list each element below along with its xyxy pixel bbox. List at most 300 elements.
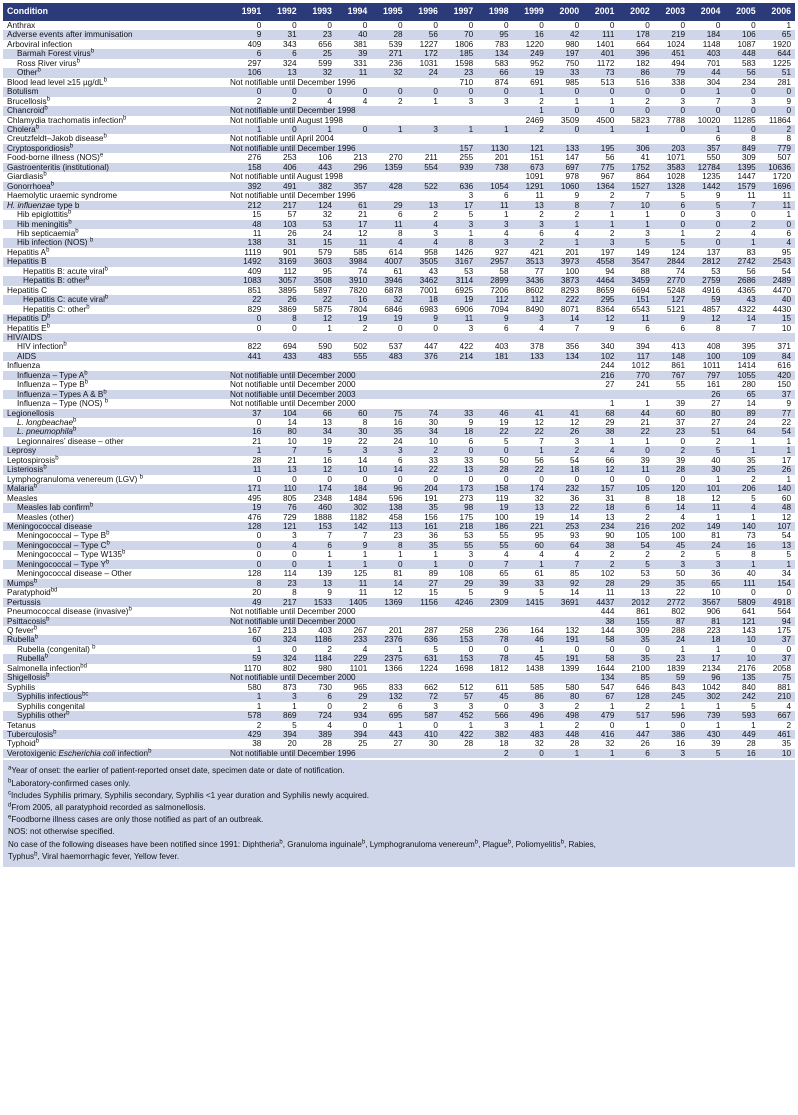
value-cell: 2 bbox=[645, 701, 650, 711]
value-cell: 1 bbox=[751, 720, 756, 730]
value-cell: 50 bbox=[675, 569, 686, 579]
value-cell: 2 bbox=[680, 446, 686, 456]
value-cell: 611 bbox=[495, 682, 509, 692]
value-cell: 35 bbox=[428, 540, 438, 550]
value-cell: 32 bbox=[393, 295, 403, 305]
value-cell: 0 bbox=[398, 87, 403, 97]
value-cell: 218 bbox=[459, 522, 474, 532]
value-cell: 0 bbox=[751, 106, 756, 116]
condition-cell: Hepatitis C bbox=[7, 285, 48, 295]
condition-cell: L. pneumophila$^b$ bbox=[17, 426, 77, 437]
value-cell: 137 bbox=[706, 247, 721, 257]
value-cell: 394 bbox=[353, 729, 368, 739]
value-cell: 476 bbox=[247, 512, 262, 522]
value-cell: 585 bbox=[530, 682, 544, 692]
value-cell: 662 bbox=[424, 682, 438, 692]
value-cell: 20 bbox=[287, 739, 297, 749]
value-cell: 3 bbox=[468, 96, 474, 106]
value-cell: 108 bbox=[459, 569, 474, 579]
footnotes-panel bbox=[3, 760, 795, 867]
value-cell: 59 bbox=[675, 673, 686, 683]
value-cell: 184 bbox=[706, 30, 721, 40]
condition-cell: Pertussis bbox=[7, 597, 41, 607]
value-cell: 3895 bbox=[278, 285, 297, 295]
condition-cell: Verotoxigenic Escherichia coli infection$^b$ bbox=[7, 748, 152, 758]
value-cell: 580 bbox=[247, 682, 262, 692]
value-cell: 7 bbox=[751, 323, 756, 333]
value-cell: 0 bbox=[362, 720, 368, 730]
condition-cell: Hepatitis B: other$^b$ bbox=[23, 275, 90, 286]
value-cell: 1 bbox=[256, 701, 262, 711]
value-cell: 1 bbox=[751, 559, 756, 569]
value-cell: 211 bbox=[424, 153, 438, 163]
value-cell: 7 bbox=[539, 436, 544, 446]
value-cell: 3 bbox=[751, 96, 756, 106]
value-cell: 5875 bbox=[313, 304, 332, 314]
value-cell: 371 bbox=[777, 342, 791, 352]
value-cell: 10 bbox=[746, 654, 756, 664]
value-cell: 40 bbox=[711, 455, 721, 465]
table-row bbox=[3, 427, 795, 436]
value-cell: 32 bbox=[393, 68, 403, 78]
value-cell: 4918 bbox=[772, 597, 791, 607]
value-cell: 78 bbox=[499, 635, 509, 645]
value-cell: 1 bbox=[433, 550, 438, 560]
value-cell: 343 bbox=[282, 39, 297, 49]
value-cell: 906 bbox=[706, 607, 721, 617]
value-cell: 980 bbox=[318, 663, 332, 673]
value-cell: 253 bbox=[282, 153, 297, 163]
value-cell: 927 bbox=[494, 247, 509, 257]
value-cell: 1438 bbox=[525, 663, 544, 673]
condition-cell: Syphilis infectious$^{bc}$ bbox=[17, 691, 89, 702]
condition-cell: Anthrax bbox=[7, 21, 36, 30]
column-header: Condition bbox=[7, 6, 49, 17]
value-cell: 579 bbox=[318, 247, 332, 257]
value-cell: 1 bbox=[468, 720, 474, 730]
value-cell: 0 bbox=[292, 124, 297, 134]
value-cell: 1415 bbox=[525, 597, 544, 607]
value-cell: 580 bbox=[565, 682, 580, 692]
value-cell: 1 bbox=[715, 644, 721, 654]
value-cell: 802 bbox=[671, 607, 686, 617]
value-cell: 0 bbox=[503, 644, 509, 654]
value-cell: 19 bbox=[499, 418, 509, 428]
footnote-marker: b bbox=[53, 729, 57, 736]
value-cell: 73 bbox=[746, 531, 756, 541]
table-row bbox=[3, 106, 795, 115]
value-cell: 3 bbox=[539, 314, 544, 324]
value-cell: 0 bbox=[256, 418, 262, 428]
value-cell: 2 bbox=[256, 720, 262, 730]
value-cell: 53 bbox=[640, 569, 650, 579]
value-cell: 331 bbox=[353, 58, 368, 68]
value-cell: 1 bbox=[433, 96, 438, 106]
value-cell: 66 bbox=[605, 455, 615, 465]
value-cell: 0 bbox=[609, 720, 615, 730]
footnote-marker: b bbox=[103, 388, 107, 395]
value-cell: 106 bbox=[742, 30, 756, 40]
value-cell: 5 bbox=[327, 446, 332, 456]
value-cell: 60 bbox=[675, 408, 686, 418]
value-cell: 35 bbox=[640, 635, 650, 645]
value-cell: 0 bbox=[468, 21, 474, 30]
condition-cell: Influenza – Type $B^b$ bbox=[17, 379, 89, 390]
value-cell: 14 bbox=[393, 465, 403, 475]
value-cell: 206 bbox=[742, 484, 756, 494]
value-cell: 2469 bbox=[525, 115, 544, 125]
value-cell: 1083 bbox=[243, 276, 262, 286]
value-cell: 59 bbox=[252, 654, 262, 664]
table-row bbox=[3, 276, 795, 285]
value-cell: 127 bbox=[671, 295, 686, 305]
value-cell: 13 bbox=[534, 503, 544, 513]
value-cell: 429 bbox=[247, 729, 262, 739]
value-cell: 483 bbox=[318, 351, 332, 361]
value-cell: 60 bbox=[358, 408, 368, 418]
value-cell: 43 bbox=[746, 295, 756, 305]
value-cell: 667 bbox=[777, 711, 791, 721]
value-cell: 10 bbox=[640, 200, 650, 210]
value-cell: 378 bbox=[530, 342, 544, 352]
value-cell: 128 bbox=[247, 522, 262, 532]
value-cell: 1812 bbox=[490, 663, 509, 673]
value-cell: 70 bbox=[464, 30, 474, 40]
value-cell: 22 bbox=[781, 418, 791, 428]
value-cell: 14 bbox=[393, 578, 403, 588]
value-cell: 38 bbox=[605, 616, 615, 626]
table-row bbox=[3, 229, 795, 238]
value-cell: 444 bbox=[600, 607, 615, 617]
value-cell: 1369 bbox=[384, 597, 403, 607]
value-cell: 11 bbox=[641, 465, 650, 475]
value-cell: 36 bbox=[428, 531, 438, 541]
value-cell: 324 bbox=[282, 635, 297, 645]
value-cell: 68 bbox=[605, 408, 615, 418]
value-cell: 89 bbox=[428, 569, 438, 579]
footnote-marker: b bbox=[44, 105, 48, 112]
value-cell: 443 bbox=[388, 729, 403, 739]
value-cell: 4916 bbox=[702, 285, 721, 295]
value-cell: 33 bbox=[464, 455, 474, 465]
footnote-marker: b bbox=[33, 578, 38, 584]
value-cell: 381 bbox=[353, 39, 368, 49]
value-cell: 9 bbox=[574, 191, 580, 201]
not-notifiable-note: Not notifiable until December 2000 bbox=[230, 399, 356, 409]
value-cell: 873 bbox=[282, 682, 297, 692]
value-cell: 2957 bbox=[490, 257, 509, 267]
value-cell: 1172 bbox=[596, 58, 615, 68]
value-cell: 214 bbox=[459, 351, 474, 361]
value-cell: 596 bbox=[671, 711, 686, 721]
footnote-marker: b bbox=[106, 530, 110, 537]
value-cell: 1119 bbox=[244, 247, 262, 257]
value-cell: 585 bbox=[353, 247, 368, 257]
value-cell: 4464 bbox=[596, 276, 615, 286]
value-cell: 57 bbox=[287, 210, 297, 220]
column-header: 1993 bbox=[312, 6, 332, 17]
value-cell: 3057 bbox=[278, 276, 297, 286]
value-cell: 11 bbox=[358, 588, 368, 598]
value-cell: 1055 bbox=[737, 370, 756, 380]
value-cell: 1012 bbox=[631, 361, 650, 371]
no-case-footnote-cont: Typhus$^b$, Viral haemorrhagic fever, Yellow fever. bbox=[8, 851, 180, 861]
value-cell: 87 bbox=[675, 616, 686, 626]
value-cell: 564 bbox=[777, 607, 791, 617]
value-cell: 6906 bbox=[454, 304, 474, 314]
value-cell: 0 bbox=[503, 446, 509, 456]
value-cell: 583 bbox=[742, 58, 756, 68]
table-row bbox=[3, 305, 795, 314]
value-cell: 6 bbox=[680, 200, 686, 210]
value-cell: 55 bbox=[499, 540, 509, 550]
value-cell: 133 bbox=[530, 351, 544, 361]
value-cell: 691 bbox=[530, 77, 544, 87]
value-cell: 8 bbox=[751, 550, 756, 560]
value-cell: 0 bbox=[256, 87, 262, 97]
value-cell: 102 bbox=[600, 569, 615, 579]
value-cell: 8293 bbox=[560, 285, 580, 295]
condition-cell: Ross River virus$^b$ bbox=[17, 58, 80, 68]
table-row bbox=[3, 21, 795, 30]
value-cell: 5 bbox=[786, 550, 791, 560]
value-cell: 29 bbox=[358, 692, 368, 702]
condition-cell: Hib septicaemia$^b$ bbox=[17, 228, 79, 238]
column-header: 1997 bbox=[453, 6, 474, 17]
footnote: NOS: not otherwise specified. bbox=[8, 827, 115, 837]
value-cell: 113 bbox=[389, 522, 403, 532]
condition-cell: Giardiasis$^b$ bbox=[7, 171, 47, 182]
value-cell: 376 bbox=[424, 351, 438, 361]
value-cell: 1156 bbox=[420, 597, 438, 607]
value-cell: 1 bbox=[503, 210, 509, 220]
value-cell: 1091 bbox=[525, 172, 544, 182]
column-header: 2004 bbox=[700, 6, 721, 17]
value-cell: 656 bbox=[318, 39, 332, 49]
value-cell: 4 bbox=[574, 228, 580, 238]
value-cell: 185 bbox=[459, 49, 474, 59]
value-cell: 770 bbox=[636, 370, 650, 380]
value-cell: 1 bbox=[327, 550, 332, 560]
value-cell: 2058 bbox=[772, 663, 791, 673]
value-cell: 10 bbox=[428, 436, 438, 446]
footnote-marker: b bbox=[55, 455, 59, 462]
table-row bbox=[3, 531, 795, 540]
value-cell: 1 bbox=[256, 644, 262, 654]
value-cell: 2812 bbox=[702, 257, 721, 267]
value-cell: 22 bbox=[570, 503, 580, 513]
value-cell: 593 bbox=[742, 711, 756, 721]
value-cell: 1 bbox=[574, 96, 580, 106]
value-cell: 36 bbox=[570, 493, 580, 503]
value-cell: 60 bbox=[534, 540, 544, 550]
footnote: $^b$Laboratory-confirmed cases only. bbox=[8, 777, 131, 788]
value-cell: 428 bbox=[388, 181, 403, 191]
value-cell: 111 bbox=[601, 30, 615, 40]
value-cell: 7 bbox=[362, 531, 368, 541]
condition-cell: Leprosy bbox=[7, 446, 37, 456]
value-cell: 35 bbox=[428, 503, 438, 513]
value-cell: 14 bbox=[746, 314, 756, 324]
not-notifiable-note: Not notifiable until December 1996 bbox=[230, 77, 356, 87]
value-cell: 0 bbox=[574, 474, 580, 484]
value-cell: 0 bbox=[786, 219, 791, 229]
value-cell: 1220 bbox=[525, 39, 544, 49]
value-cell: 30 bbox=[358, 427, 368, 437]
value-cell: 150 bbox=[777, 380, 791, 390]
value-cell: 775 bbox=[600, 162, 615, 172]
value-cell: 0 bbox=[680, 436, 686, 446]
value-cell: 590 bbox=[318, 342, 332, 352]
value-cell: 4 bbox=[362, 644, 368, 654]
table-row bbox=[3, 588, 795, 597]
value-cell: 8490 bbox=[525, 304, 544, 314]
value-cell: 306 bbox=[636, 143, 650, 153]
value-cell: 24 bbox=[428, 68, 438, 78]
value-cell: 23 bbox=[393, 531, 403, 541]
value-cell: 483 bbox=[530, 729, 544, 739]
no-case-disease: Granuloma inguinale bbox=[287, 839, 362, 849]
value-cell: 19 bbox=[393, 314, 403, 324]
table-row bbox=[3, 87, 795, 96]
value-cell: 3 bbox=[503, 96, 509, 106]
value-cell: 242 bbox=[742, 692, 756, 702]
value-cell: 1 bbox=[468, 228, 474, 238]
value-cell: 3547 bbox=[631, 257, 650, 267]
value-cell: 0 bbox=[256, 314, 262, 324]
condition-cell: Meningococcal disease bbox=[7, 522, 93, 532]
value-cell: 80 bbox=[570, 692, 580, 702]
value-cell: 6846 bbox=[384, 304, 403, 314]
value-cell: 1 bbox=[715, 720, 721, 730]
column-header: 2001 bbox=[594, 6, 615, 17]
value-cell: 18 bbox=[499, 739, 509, 749]
value-cell: 802 bbox=[282, 663, 297, 673]
value-cell: 65 bbox=[499, 569, 509, 579]
value-cell: 39 bbox=[358, 49, 368, 59]
value-cell: 539 bbox=[388, 39, 403, 49]
value-cell: 1 bbox=[362, 550, 368, 560]
value-cell: 15 bbox=[322, 238, 332, 248]
value-cell: 578 bbox=[247, 711, 262, 721]
value-cell: 1184 bbox=[314, 654, 332, 664]
value-cell: 201 bbox=[494, 153, 509, 163]
value-cell: 0 bbox=[503, 701, 509, 711]
value-cell: 0 bbox=[786, 106, 791, 116]
footnote-marker: b bbox=[66, 710, 70, 717]
value-cell: 1 bbox=[539, 644, 544, 654]
value-cell: 60 bbox=[252, 635, 262, 645]
value-cell: 18 bbox=[428, 295, 438, 305]
value-cell: 599 bbox=[318, 58, 332, 68]
value-cell: 1 bbox=[609, 96, 615, 106]
footnote-marker: b bbox=[50, 180, 55, 187]
value-cell: 28 bbox=[322, 739, 332, 749]
value-cell: 213 bbox=[353, 153, 368, 163]
value-cell: 1227 bbox=[419, 39, 438, 49]
value-cell: 0 bbox=[468, 446, 474, 456]
value-cell: 869 bbox=[282, 711, 297, 721]
value-cell: 1484 bbox=[349, 493, 368, 503]
value-cell: 2 bbox=[574, 210, 580, 220]
value-cell: 1 bbox=[574, 748, 580, 758]
value-cell: 78 bbox=[499, 654, 509, 664]
value-cell: 132 bbox=[388, 692, 403, 702]
value-cell: 3 bbox=[503, 720, 509, 730]
value-cell: 181 bbox=[494, 351, 509, 361]
value-cell: 3 bbox=[398, 446, 403, 456]
value-cell: 94 bbox=[781, 616, 791, 626]
condition-cell: Hepatitis $D^b$ bbox=[7, 313, 51, 324]
value-cell: 5 bbox=[433, 644, 438, 654]
value-cell: 16 bbox=[534, 30, 544, 40]
table-row bbox=[3, 134, 795, 143]
value-cell: 11 bbox=[500, 200, 509, 210]
value-cell: 1720 bbox=[772, 172, 791, 182]
table-row bbox=[3, 702, 795, 711]
value-cell: 4 bbox=[362, 96, 368, 106]
value-cell: 204 bbox=[424, 484, 438, 494]
footnote-marker: b bbox=[75, 228, 79, 235]
value-cell: 797 bbox=[706, 370, 721, 380]
footnote-marker: b bbox=[44, 653, 49, 660]
value-cell: 39 bbox=[675, 399, 686, 409]
value-cell: 7001 bbox=[419, 285, 438, 295]
value-cell: 0 bbox=[256, 531, 262, 541]
value-cell: 646 bbox=[636, 682, 650, 692]
value-cell: 153 bbox=[459, 654, 474, 664]
not-notifiable-note: Not notifiable until April 2004 bbox=[230, 134, 334, 144]
value-cell: 245 bbox=[671, 692, 686, 702]
value-cell bbox=[371, 361, 406, 370]
value-cell: 19 bbox=[464, 295, 474, 305]
value-cell: 0 bbox=[503, 87, 509, 97]
not-notifiable-note: Not notifiable until August 1998 bbox=[230, 172, 343, 182]
value-cell: 3 bbox=[468, 323, 474, 333]
table-row bbox=[3, 238, 795, 247]
value-cell: 96 bbox=[711, 673, 721, 683]
condition-cell: Syphilis bbox=[7, 682, 36, 692]
table-row bbox=[3, 163, 795, 172]
value-cell: 8 bbox=[645, 493, 650, 503]
value-cell: 967 bbox=[600, 172, 615, 182]
value-cell: 13 bbox=[640, 588, 650, 598]
value-cell: 86 bbox=[534, 692, 544, 702]
value-cell: 236 bbox=[388, 58, 403, 68]
value-cell: 75 bbox=[393, 408, 403, 418]
footnote-marker: b bbox=[84, 370, 88, 377]
condition-cell: Creutzfeldt–Jakob disease$^b$ bbox=[7, 133, 107, 144]
value-cell: 22 bbox=[322, 295, 332, 305]
value-cell: 356 bbox=[565, 342, 580, 352]
table-header-row bbox=[3, 3, 795, 21]
value-cell: 6 bbox=[256, 49, 262, 59]
footnote-marker: b bbox=[67, 209, 72, 216]
value-cell: 288 bbox=[671, 626, 686, 635]
value-cell: 7 bbox=[327, 531, 332, 541]
value-cell: 2 bbox=[292, 96, 297, 106]
table-row bbox=[3, 68, 795, 77]
value-cell: 1087 bbox=[737, 39, 756, 49]
value-cell: 106 bbox=[247, 68, 262, 78]
table-row bbox=[3, 210, 795, 219]
footnote-marker: b bbox=[46, 672, 50, 679]
table-row bbox=[3, 484, 795, 493]
value-cell: 1 bbox=[292, 701, 297, 711]
value-cell: 128 bbox=[247, 569, 262, 579]
value-cell: 25 bbox=[322, 49, 332, 59]
condition-cell: Influenza – Type $A^b$ bbox=[17, 370, 88, 380]
